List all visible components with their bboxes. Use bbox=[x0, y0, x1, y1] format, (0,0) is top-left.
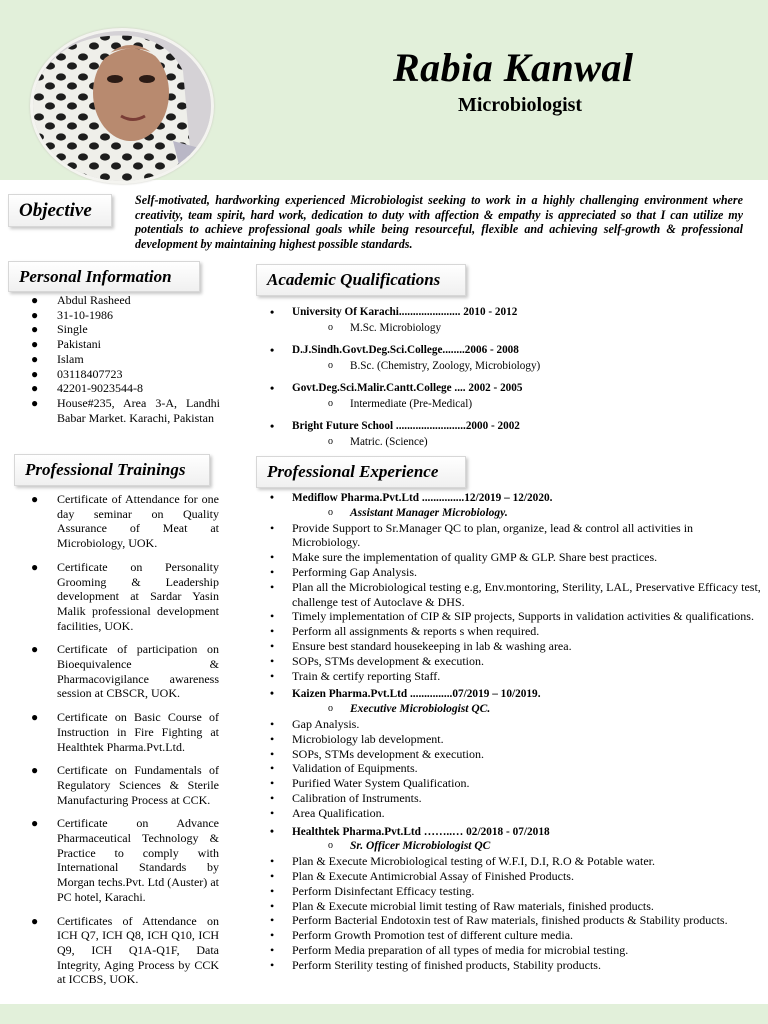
candidate-title: Microbiologist bbox=[458, 94, 583, 116]
professional-trainings-heading: Professional Trainings bbox=[14, 454, 210, 486]
objective-heading: Objective bbox=[8, 194, 112, 227]
list-item: • Gap Analysis. bbox=[270, 716, 360, 731]
list-item: • D.J.Sindh.Govt.Deg.Sci.College........2006 - 2008 o B.Sc. (Chemistry, Zoology, Microbiology) bbox=[270, 343, 541, 372]
list-item: • Bright Future School .........................2000 - 2002 o Matric. (Science) bbox=[270, 419, 520, 448]
list-item: ● Certificate on Advance Pharmaceutical Technology & Practice to comply with International Standards by Morgan techs.Pvt. Ltd (Auster) at PC hotel, Karachi. bbox=[31, 816, 219, 904]
list-item: • Plan & Execute Antimicrobial Assay of Finished Products. bbox=[270, 868, 574, 883]
objective-text: Self-motivated, hardworking experienced Microbiologist seeking to work in a highly challenging environment where creativity, team spirit, hard work, dedication to duty with affection & empathy is appreciated so that I can utilize my potentials to achieve professional goals while being resourceful, flexible and achieving self-growth & professional development by maintaining highest possible standards. bbox=[135, 193, 743, 251]
professional-experience-heading: Professional Experience bbox=[256, 456, 466, 488]
list-item: ● Islam bbox=[31, 351, 84, 366]
employer: • Mediflow Pharma.Pvt.Ltd ...............12/2019 – 12/2020. bbox=[270, 492, 553, 504]
professional-experience-list bbox=[270, 491, 762, 973]
list-item: ● Certificate of participation on Bioequivalence & Pharmacovigilance awareness session at CBSCR, UOK. bbox=[31, 642, 219, 701]
position: o Executive Microbiologist QC. bbox=[328, 703, 491, 716]
list-item: • Microbiology lab development. bbox=[270, 731, 444, 746]
personal-information-heading: Personal Information bbox=[8, 261, 200, 292]
list-item: • Perform Sterility testing of finished products, Stability products. bbox=[270, 957, 601, 972]
list-item: • Make sure the implementation of quality GMP & GLP. Share best practices. bbox=[270, 550, 658, 565]
academic-qualifications-heading: Academic Qualifications bbox=[256, 264, 466, 296]
list-item: • Ensure best standard housekeeping in lab & washing area. bbox=[270, 638, 572, 653]
list-item: ● Certificates of Attendance on ICH Q7, ICH Q8, ICH Q10, ICH Q9, ICH Q1A-Q1F, Data Integrity, Aging Process by CCK at ICCBS, UOK. bbox=[31, 913, 219, 987]
list-item: • Govt.Deg.Sci.Malir.Cantt.College .... 2002 - 2005 o Intermediate (Pre-Medical) bbox=[270, 381, 523, 410]
list-item: • Perform Growth Promotion test of different culture media. bbox=[270, 928, 574, 943]
list-item: ● Certificate of Attendance for one day seminar on Quality Assurance of Meat at Microbiology, UOK. bbox=[31, 492, 219, 551]
list-item: • Perform Disinfectant Efficacy testing. bbox=[270, 883, 475, 898]
list-item: • University Of Karachi...................... 2010 - 2012 o M.Sc. Microbiology bbox=[270, 305, 518, 334]
candidate-name: Rabia Kanwal bbox=[393, 45, 634, 90]
list-item: ● Pakistani bbox=[31, 337, 101, 352]
list-item: • Perform Bacterial Endotoxin test of Raw materials, finished products & Stability products. bbox=[270, 913, 728, 928]
professional-trainings-list bbox=[31, 492, 219, 996]
list-item: • Timely implementation of CIP & SIP projects, Supports in validation activities & qualifications. bbox=[270, 609, 754, 624]
list-item: ● Certificate on Personality Grooming & Leadership development at Sardar Yasin Malik professional development facilities, UOK. bbox=[31, 559, 219, 633]
position: o Sr. Officer Microbiologist QC bbox=[328, 840, 491, 853]
list-item: • Plan & Execute Microbiological testing of W.F.I, D.I, R.O & Potable water. bbox=[270, 854, 655, 869]
employer: • Kaizen Pharma.Pvt.Ltd ...............07/2019 – 10/2019. bbox=[270, 688, 541, 701]
list-item: • Plan & Execute microbial limit testing of Raw materials, finished products. bbox=[270, 898, 654, 913]
personal-information-list bbox=[31, 293, 220, 425]
position: o Assistant Manager Microbiology. bbox=[328, 506, 508, 519]
list-item: • Plan all the Microbiological testing e.g, Env.montoring, Sterility, LAL, Preservative Efficacy test, challenge test of Autoclave & DHS. bbox=[270, 579, 761, 609]
list-item: • Area Qualification. bbox=[270, 805, 385, 820]
list-item: ● 03118407723 bbox=[31, 366, 123, 381]
list-item: ● 31-10-1986 bbox=[31, 307, 113, 322]
list-item: • Perform all assignments & reports s when required. bbox=[270, 624, 540, 639]
list-item: • Calibration of Instruments. bbox=[270, 790, 422, 805]
list-item: • Performing Gap Analysis. bbox=[270, 564, 417, 579]
profile-photo bbox=[30, 28, 214, 184]
list-item: • SOPs, STMs development & execution. bbox=[270, 746, 484, 761]
list-item: ● 42201-9023544-8 bbox=[31, 381, 143, 396]
list-item: ● Abdul Rasheed bbox=[31, 293, 131, 307]
list-item: ● House#235, Area 3-A, Landhi Babar Market. Karachi, Pakistan bbox=[31, 395, 220, 425]
list-item: • Provide Support to Sr.Manager QC to plan, organize, lead & control all activities in Microbiology. bbox=[270, 520, 694, 550]
list-item: • Perform Media preparation of all types of media for microbial testing. bbox=[270, 942, 629, 957]
list-item: • Validation of Equipments. bbox=[270, 761, 418, 776]
list-item: ● Certificate on Fundamentals of Regulatory Sciences & Sterile Manufacturing Process at CCK. bbox=[31, 763, 219, 807]
academic-qualifications-list bbox=[270, 305, 732, 457]
employer: • Healthtek Pharma.Pvt.Ltd ……..… 02/2018 - 07/2018 bbox=[270, 825, 550, 838]
list-item: ● Certificate on Basic Course of Instruction in Fire Fighting at Healthtek Pharma.Pvt.Ltd. bbox=[31, 710, 219, 754]
list-item: • Purified Water System Qualification. bbox=[270, 776, 470, 791]
list-item: • SOPs, STMs development & execution. bbox=[270, 653, 484, 668]
list-item: • Train & certify reporting Staff. bbox=[270, 668, 441, 683]
list-item: ● Single bbox=[31, 322, 88, 337]
